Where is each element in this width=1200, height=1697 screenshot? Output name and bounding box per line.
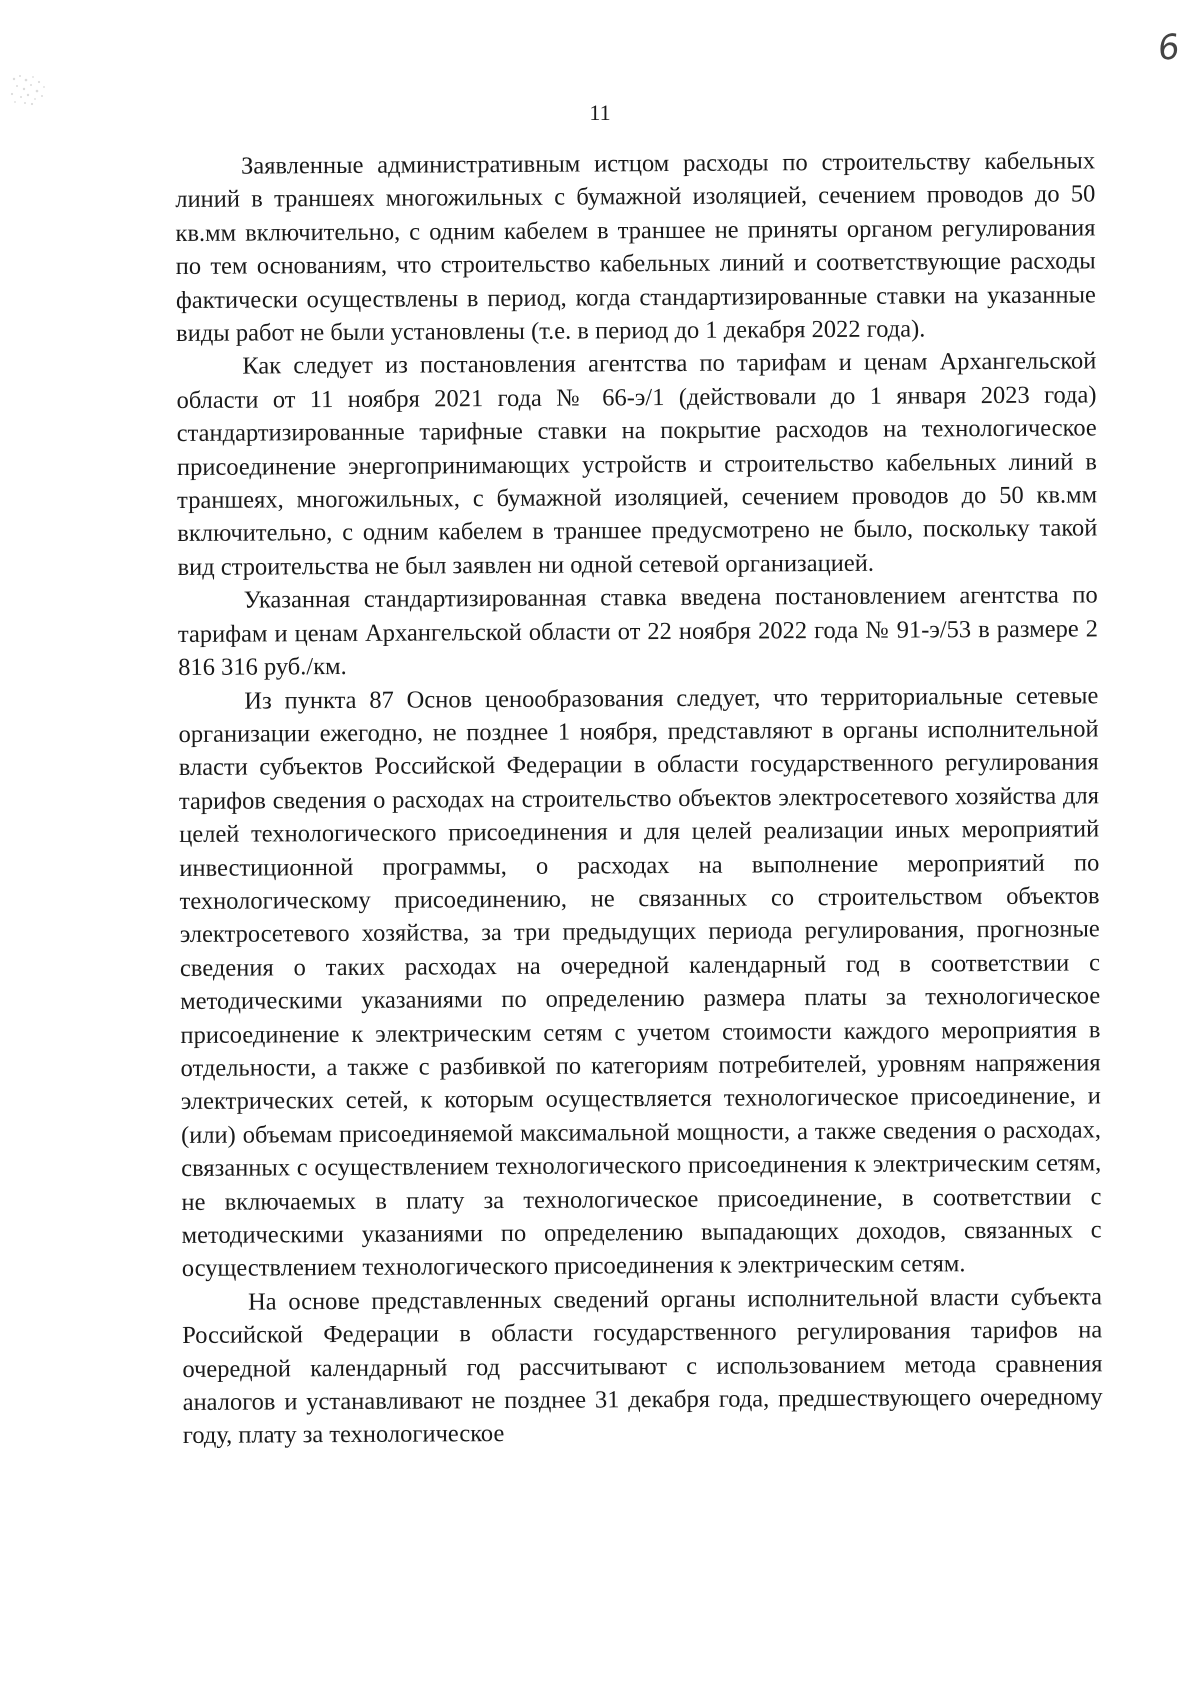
paragraph-5: На основе представленных сведений органы исполнительной власти субъекта Российской Федерации в области государственного регулирования тарифов на очередной календарный год рассчитывают с использованием метода сравнения аналогов и устанавливают не позднее 31 декабря года, предшествующего очередному году, плату за технологическое: [182, 1283, 1103, 1450]
paragraph-4: Из пункта 87 Основ ценообразования следует, что территориальные сетевые организации ежегодно, не позднее 1 ноября, представляют в органы исполнительной власти субъектов Российской Федерации в области государственного регулирования тарифов сведения о расходах на строительство объектов электросетевого хозяйства для целей технологического присоединения и для целей реализации иных мероприятий инвестиционной программы, о расходах на выполнение мероприятий по технологическому присоединению, не связанных со строительством объектов электросетевого хозяйства, за три предыдущих периода регулирования, прогнозные сведения о таких расходах на очередной календарный год в соответствии с методическими указаниями по определению размера платы за технологическое присоединение к электрическим сетям с учетом стоимости каждого мероприятия в отдельности, а также с разбивкой по категориям потребителей, уровням напряжения электрических сетей, к которым осуществляется технологическое присоединение, и (или) объемам присоединяемой максимальной мощности, а также сведения о расходах, связанных с осуществлением технологического присоединения к электрическим сетям, не включаемых в плату за технологическое присоединение, в соответствии с методическими указаниями по определению выпадающих доходов, связанных с осуществлением технологического присоединения к электрическим сетям.: [178, 681, 1102, 1283]
document-body: [175, 144, 1103, 1452]
paragraph-1: Заявленные административным истцом расходы по строительству кабельных линий в траншеях многожильных с бумажной изоляцией, сечением проводов до 50 кв.мм включительно, с одним кабелем в траншее не приняты органом регулирования по тем основаниям, что строительство кабельных линий и соответствующие расходы фактически осуществлены в период, когда стандартизированные ставки на указанные виды работ не были установлены (т.е. в период до 1 декабря 2022 года).: [175, 147, 1096, 348]
paragraph-3: Указанная стандартизированная ставка введена постановлением агентства по тарифам и ценам Архангельской области от 22 ноября 2022 года № 91-э/53 в размере 2 816 316 руб./км.: [177, 581, 1099, 682]
page-number: 11: [589, 100, 611, 125]
paragraph-2: Как следует из постановления агентства по тарифам и ценам Архангельской области от 11 ноября 2021 года № 66-э/1 (действовали до 1 января 2023 года) стандартизированные тарифные ставки на покрытие расходов на технологическое присоединение энергопринимающих устройств и строительство кабельных линий в траншеях, многожильных, с бумажной изоляцией, сечением проводов до 50 кв.мм включительно, с одним кабелем в траншее предусмотрено не было, поскольку такой вид строительства не был заявлен ни одной сетевой организацией.: [176, 347, 1098, 581]
handwritten-page-mark: 6: [1155, 26, 1183, 70]
